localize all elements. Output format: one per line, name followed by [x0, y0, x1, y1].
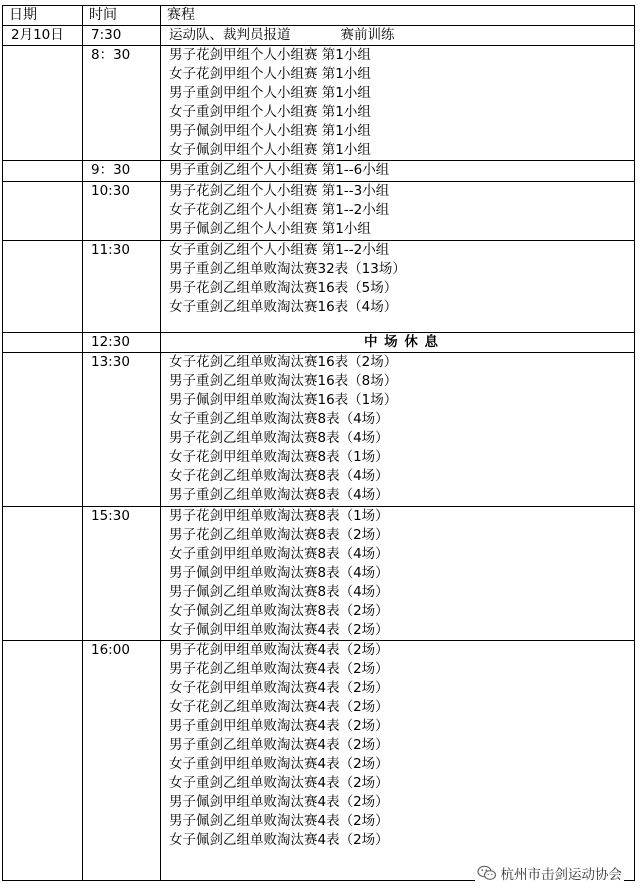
- event-item: 女子花剑甲组个人小组赛 第1小组: [169, 66, 371, 82]
- event-item: 男子花剑乙组单败淘汰赛8表（4场）: [169, 430, 389, 446]
- event-item: 男子花剑乙组单败淘汰赛8表（2场）: [169, 527, 389, 543]
- event-item: 男子重剑甲组个人小组赛 第1小组: [169, 85, 371, 101]
- schedule-table: [2, 5, 635, 881]
- header-date: 日期: [3, 6, 83, 26]
- event-item: 男子重剑乙组单败淘汰赛8表（4场）: [169, 487, 389, 503]
- date-cell: [3, 353, 83, 507]
- program-cell: [161, 46, 635, 161]
- event-item: 女子花剑乙组单败淘汰赛4表（2场）: [169, 699, 389, 715]
- schedule-row: [3, 46, 635, 161]
- event-item: 女子重剑甲组个人小组赛 第1小组: [169, 104, 371, 120]
- event-item: 女子佩剑甲组单败淘汰赛4表（2场）: [169, 622, 389, 638]
- event-item: 男子花剑乙组个人小组赛 第1--3小组: [169, 183, 390, 199]
- wechat-icon: [477, 865, 497, 881]
- event-item: 男子花剑乙组单败淘汰赛16表（5场）: [169, 280, 398, 296]
- schedule-row: [3, 353, 635, 507]
- date-cell: [3, 161, 83, 182]
- schedule-row: [3, 161, 635, 182]
- date-cell: [3, 333, 83, 353]
- event-item: 女子重剑乙组个人小组赛 第1--2小组: [169, 242, 390, 258]
- header-time: 时间: [83, 6, 161, 26]
- date-cell: [3, 507, 83, 641]
- event-item: 女子重剑乙组单败淘汰赛8表（4场）: [169, 411, 389, 427]
- event-item: 男子佩剑甲组单败淘汰赛8表（4场）: [169, 565, 389, 581]
- header-row: [3, 6, 635, 26]
- program-cell: [161, 182, 635, 241]
- schedule-row: [3, 333, 635, 353]
- event-item: 女子佩剑乙组单败淘汰赛4表（2场）: [169, 832, 389, 848]
- event-item: 男子佩剑甲组个人小组赛 第1小组: [169, 123, 371, 139]
- time-cell: 12:30: [83, 333, 161, 353]
- event-item: 男子重剑乙组单败淘汰赛4表（2场）: [169, 737, 389, 753]
- event-item: 女子重剑乙组单败淘汰赛4表（2场）: [169, 775, 389, 791]
- schedule-row: [3, 641, 635, 881]
- schedule-row: [3, 507, 635, 641]
- program-cell: [161, 641, 635, 881]
- time-cell: 15:30: [83, 507, 161, 641]
- date-cell: 2月10日: [3, 26, 83, 46]
- event-item: 男子佩剑乙组个人小组赛 第1小组: [169, 221, 371, 237]
- event-item: 男子花剑乙组单败淘汰赛4表（2场）: [169, 661, 389, 677]
- event-item: 女子花剑乙组个人小组赛 第1--2小组: [169, 202, 390, 218]
- program-cell: [161, 26, 635, 46]
- schedule-row: [3, 241, 635, 333]
- event-item: 女子重剑甲组单败淘汰赛8表（4场）: [169, 546, 389, 562]
- watermark: [475, 863, 625, 883]
- watermark-text: 杭州市击剑运动协会: [500, 867, 622, 883]
- event-item: 男子佩剑甲组单败淘汰赛16表（1场）: [169, 392, 398, 408]
- program-cell: [161, 161, 635, 182]
- time-cell: 9：30: [83, 161, 161, 182]
- time-cell: 16:00: [83, 641, 161, 881]
- event-item: 男子佩剑甲组单败淘汰赛4表（2场）: [169, 794, 389, 810]
- schedule-row: [3, 182, 635, 241]
- event-item: 女子花剑甲组单败淘汰赛8表（1场）: [169, 449, 389, 465]
- time-cell: 10:30: [83, 182, 161, 241]
- program-cell: [161, 507, 635, 641]
- event-item: 男子重剑乙组单败淘汰赛32表（13场）: [169, 261, 406, 277]
- event-item: 女子佩剑乙组单败淘汰赛8表（2场）: [169, 603, 389, 619]
- event-item: 男子重剑乙组单败淘汰赛16表（8场）: [169, 373, 398, 389]
- event-item: 女子重剑乙组单败淘汰赛16表（4场）: [169, 299, 398, 315]
- event-item: 女子重剑甲组单败淘汰赛4表（2场）: [169, 756, 389, 772]
- program-cell: [161, 353, 635, 507]
- time-cell: 11:30: [83, 241, 161, 333]
- event-item: 男子花剑甲组个人小组赛 第1小组: [169, 47, 371, 63]
- event-item: 女子花剑乙组单败淘汰赛8表（4场）: [169, 468, 389, 484]
- time-cell: 8：30: [83, 46, 161, 161]
- event-item: 男子花剑甲组单败淘汰赛8表（1场）: [169, 508, 389, 524]
- event-item: 女子佩剑甲组个人小组赛 第1小组: [169, 142, 371, 158]
- event-item: 女子花剑乙组单败淘汰赛16表（2场）: [169, 354, 398, 370]
- time-cell: 13:30: [83, 353, 161, 507]
- program-cell: [161, 241, 635, 333]
- break-label: 中 场 休 息: [161, 333, 635, 353]
- event-item: 男子花剑甲组单败淘汰赛4表（2场）: [169, 642, 389, 658]
- date-cell: [3, 241, 83, 333]
- header-program: 赛程: [161, 6, 635, 26]
- event-item: 男子佩剑乙组单败淘汰赛8表（4场）: [169, 584, 389, 600]
- time-cell: 7:30: [83, 26, 161, 46]
- date-cell: [3, 641, 83, 881]
- event-item: 女子花剑甲组单败淘汰赛4表（2场）: [169, 680, 389, 696]
- schedule-row: [3, 26, 635, 46]
- date-cell: [3, 46, 83, 161]
- event-item: 运动队、裁判员报道: [169, 27, 291, 43]
- event-item: 赛前训练: [340, 27, 395, 43]
- event-item: 男子重剑乙组个人小组赛 第1--6小组: [169, 162, 390, 178]
- event-item: 男子佩剑乙组单败淘汰赛4表（2场）: [169, 813, 389, 829]
- schedule-body: [3, 6, 635, 881]
- date-cell: [3, 182, 83, 241]
- event-item: 男子重剑甲组单败淘汰赛4表（2场）: [169, 718, 389, 734]
